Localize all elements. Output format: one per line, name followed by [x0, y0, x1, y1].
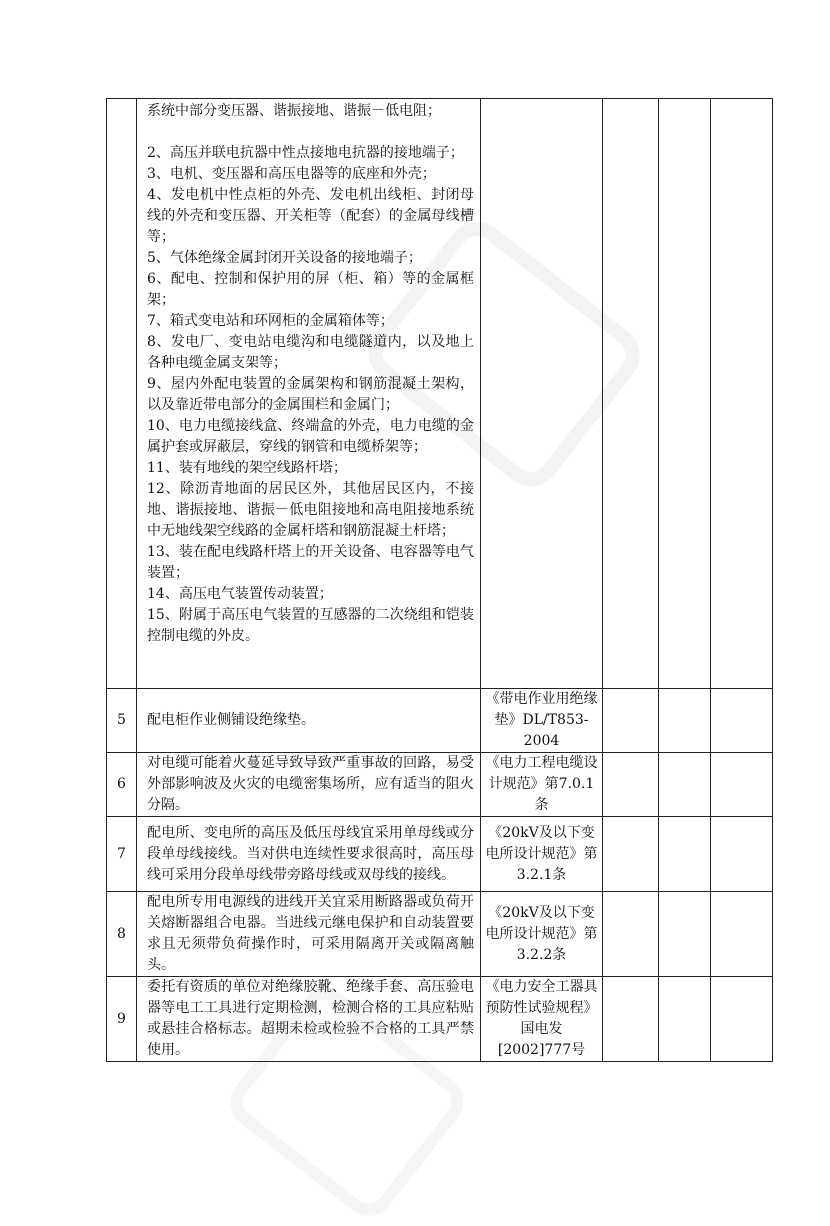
- table-row: [107, 99, 773, 689]
- row-number: 9: [107, 977, 137, 1062]
- row-cell-empty: [659, 892, 711, 977]
- row-cell-empty: [711, 977, 773, 1062]
- row-cell-empty: [603, 753, 659, 817]
- row-number: 7: [107, 817, 137, 892]
- row-reference: 《带电作业用绝缘垫》DL/T853-2004: [481, 689, 603, 753]
- row-cell-empty: [711, 892, 773, 977]
- list-item: 13、装在配电线路杆塔上的开关设备、电容器等电气装置；: [147, 544, 474, 581]
- row-cell-empty: [711, 753, 773, 817]
- row-cell-empty: [603, 99, 659, 689]
- row-content: 配电柜作业侧铺设绝缘垫。: [137, 689, 481, 753]
- table-row: [107, 977, 773, 1062]
- row-cell-empty: [659, 753, 711, 817]
- inspection-table: [106, 98, 773, 1062]
- blank-line: [147, 122, 474, 143]
- row-cell-empty: [659, 977, 711, 1062]
- list-item: 10、电力电缆接线盒、终端盒的外壳，电力电缆的金属护套或屏蔽层，穿线的钢管和电缆桥架等；: [147, 418, 474, 455]
- list-item: 8、发电厂、变电站电缆沟和电缆隧道内，以及地上各种电缆金属支架等；: [147, 334, 474, 371]
- row-number: 5: [107, 689, 137, 753]
- row-content: 配电所专用电源线的进线开关宜采用断路器或负荷开关熔断器组合电器。当进线元继电保护和自动装置要求且无须带负荷操作时，可采用隔离开关或隔离触头。: [137, 892, 481, 977]
- row-reference: [481, 99, 603, 689]
- list-item: 4、发电机中性点柜的外壳、发电机出线柜、封闭母线的外壳和变压器、开关柜等（配套）的金属母线槽等；: [147, 187, 474, 245]
- row-cell-empty: [603, 689, 659, 753]
- table-row: [107, 753, 773, 817]
- row-number: 8: [107, 892, 137, 977]
- row-reference: 《电力工程电缆设计规范》第7.0.1条: [481, 753, 603, 817]
- row-cell-empty: [603, 977, 659, 1062]
- row-cell-empty: [659, 817, 711, 892]
- row-cell-empty: [711, 689, 773, 753]
- row-cell-empty: [711, 817, 773, 892]
- table-row: [107, 892, 773, 977]
- list-item: 2、高压并联电抗器中性点接地电抗器的接地端子；: [147, 145, 464, 161]
- row-reference: 《20kV及以下变电所设计规范》第3.2.1条: [481, 817, 603, 892]
- table-row: [107, 817, 773, 892]
- list-item: 12、除沥青地面的居民区外，其他居民区内，不接地、谐振接地、谐振－低电阻接地和高电阻接地系统中无地线架空线路的金属杆塔和钢筋混凝土杆塔；: [147, 481, 474, 539]
- row-number: 6: [107, 753, 137, 817]
- table-row: [107, 689, 773, 753]
- row-cell-empty: [711, 99, 773, 689]
- row-reference: 《20kV及以下变电所设计规范》第3.2.2条: [481, 892, 603, 977]
- row-cell-empty: [659, 689, 711, 753]
- row-cell-empty: [659, 99, 711, 689]
- row-content: [137, 99, 481, 689]
- list-item: 9、屋内外配电装置的金属架构和钢筋混凝土架构，以及靠近带电部分的金属围栏和金属门；: [147, 376, 474, 413]
- row-content: 委托有资质的单位对绝缘胶靴、绝缘手套、高压验电器等电工工具进行定期检测，检测合格的工具应粘贴或悬挂合格标志。超期未检或检验不合格的工具严禁使用。: [137, 977, 481, 1062]
- list-item: 15、附属于高压电气装置的互感器的二次绕组和铠装控制电缆的外皮。: [147, 607, 474, 644]
- row-cell-empty: [603, 892, 659, 977]
- list-item: 3、电机、变压器和高压电器等的底座和外壳；: [147, 166, 436, 182]
- list-item: 6、配电、控制和保护用的屏（柜、箱）等的金属框架；: [147, 271, 474, 308]
- list-item: 7、箱式变电站和环网柜的金属箱体等；: [147, 313, 394, 329]
- row-content: 配电所、变电所的高压及低压母线宜采用单母线或分段单母线接线。当对供电连续性要求很高时，高压母线可采用分段单母线带旁路母线或双母线的接线。: [137, 817, 481, 892]
- list-item: 14、高压电气装置传动装置；: [147, 586, 333, 602]
- row-content: 对电缆可能着火蔓延导致导致严重事故的回路，易受外部影响波及火灾的电缆密集场所，应有适当的阻火分隔。: [137, 753, 481, 817]
- row-cell-empty: [603, 817, 659, 892]
- row-reference: 《电力安全工器具预防性试验规程》国电发[2002]777号: [481, 977, 603, 1062]
- row-number: [107, 99, 137, 689]
- content-line: 系统中部分变压器、谐振接地、谐振－低电阻；: [147, 103, 441, 119]
- list-item: 5、气体绝缘金属封闭开关设备的接地端子；: [147, 250, 422, 266]
- list-item: 11、装有地线的架空线路杆塔；: [147, 460, 347, 476]
